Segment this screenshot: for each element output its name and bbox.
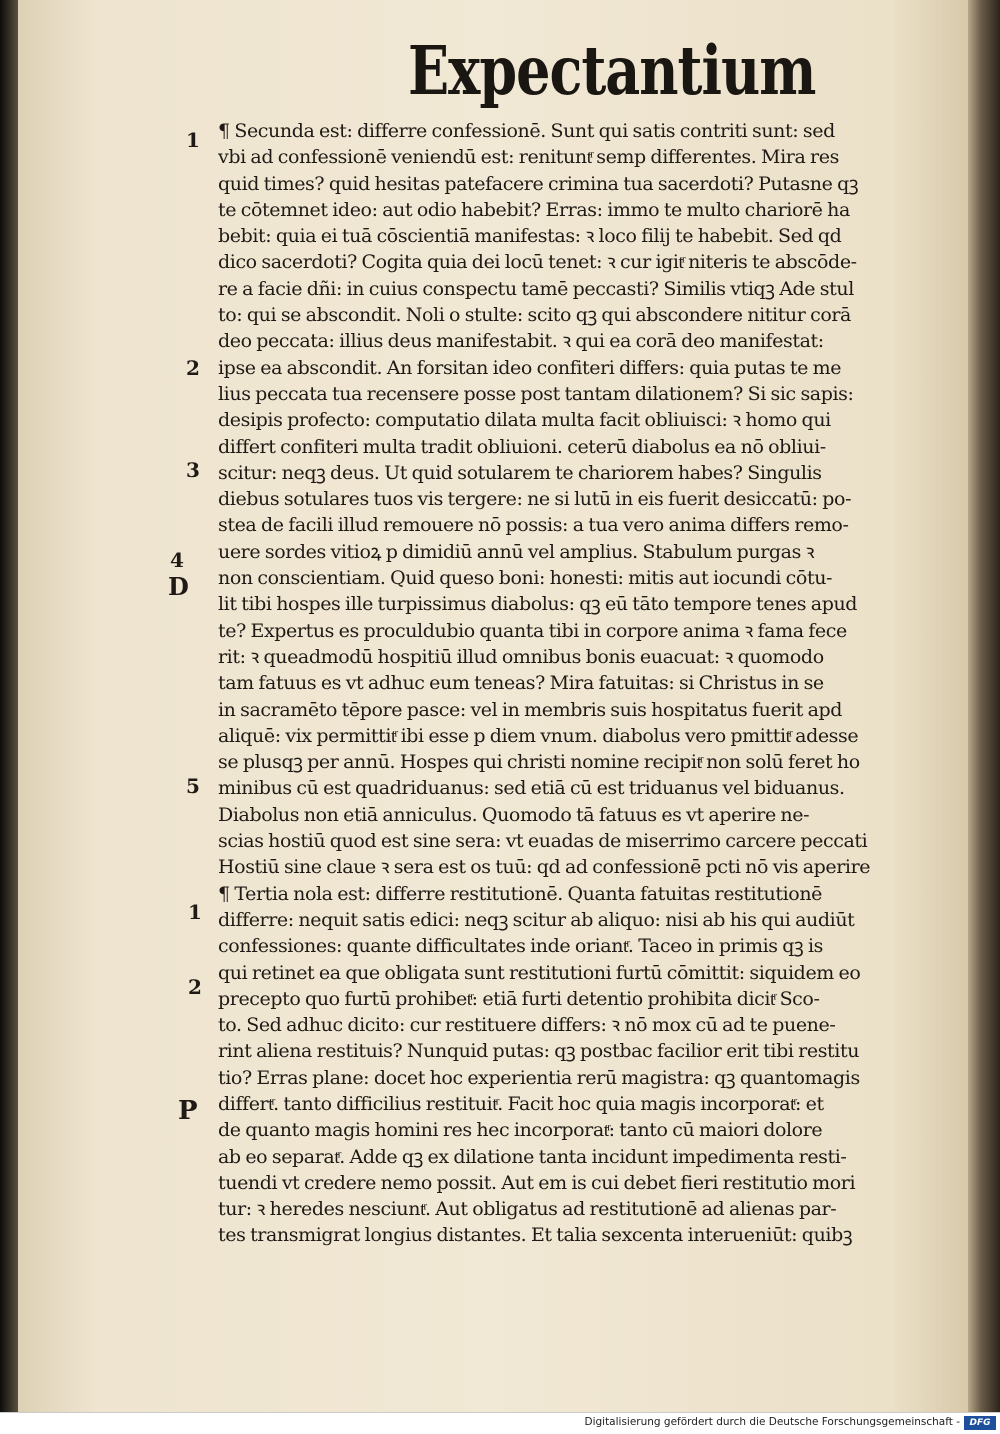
- text-line: lius peccata tua recensere posse post tantam dilationem? Si sic sapis:: [218, 382, 854, 405]
- margin-note-1: 1: [186, 128, 200, 152]
- text-line: se plusqꝫ per annū. Hospes qui christi nomine recipitͬ non solū feret ho: [218, 751, 860, 774]
- dfg-logo[interactable]: DFG: [964, 1416, 996, 1430]
- margin-note-2: 2: [186, 356, 200, 380]
- margin-note-d: D: [168, 572, 189, 601]
- text-line: stea de facili illud remouere nō possis: a tua vero anima differs remo-: [218, 514, 849, 537]
- text-line: quid times? quid hesitas patefacere crimina tua sacerdoti? Putasne qꝫ: [218, 172, 859, 195]
- text-line: uere sordes vitioꝝ p dimidiū annū vel amplius. Stabulum purgas ꝛ: [218, 540, 815, 563]
- book-page: [18, 0, 968, 1412]
- text-line: aliquē: vix permittitͬ ibi esse p diem vnum. diabolus vero pmittitͬ adesse: [218, 724, 859, 747]
- text-line: differt confiteri multa tradit obliuioni. ceterū diabolus ea nō obliui-: [218, 435, 826, 458]
- text-line: rit: ꝛ queadmodū hospitiū illud omnibus bonis euacuat: ꝛ quomodo: [218, 645, 824, 668]
- margin-note-4: 4: [170, 548, 184, 572]
- margin-note-7: 2: [188, 975, 202, 999]
- text-line: ab eo separatͬ. Adde qꝫ ex dilatione tanta incidunt impedimenta resti-: [218, 1145, 847, 1168]
- scan-right-edge: [968, 0, 1000, 1412]
- text-line: differtͬ. tanto difficilius restituitͬ. Facit hoc quia magis incorporatͬ: et: [218, 1092, 824, 1115]
- text-line: Diabolus non etiā anniculus. Quomodo tā fatuus es vt aperire ne-: [218, 803, 810, 826]
- body-text: [218, 118, 953, 1249]
- text-line: lit tibi hospes ille turpissimus diabolus: qꝫ eū tāto tempore tenes apud: [218, 593, 858, 616]
- page-title: Expectantium: [408, 30, 816, 110]
- text-line: qui retinet ea que obligata sunt restitutioni furtū cōmittit: siquidem eo: [218, 961, 861, 984]
- text-line: desipis profecto: computatio dilata multa facit obliuisci: ꝛ homo qui: [218, 409, 831, 432]
- text-line: differre: nequit satis edici: neqꝫ scitur ab aliquo: nisi ab his qui audiūt: [218, 908, 855, 931]
- text-line: precepto quo furtū prohibetͬ: etiā furti detentio prohibita dicitͬ Sco-: [218, 987, 820, 1010]
- text-line: minibus cū est quadriduanus: sed etiā cū est triduanus vel biduanus.: [218, 777, 845, 800]
- text-line: dico sacerdoti? Cogita quia dei locū tenet: ꝛ cur igitͬ niteris te abscōde-: [218, 251, 857, 274]
- text-line: in sacramēto tēpore pasce: vel in membris suis hospitatus fuerit apd: [218, 698, 843, 721]
- text-line: rint aliena restituis? Nunquid putas: qꝫ postbac facilior erit tibi restitu: [218, 1040, 860, 1063]
- text-line: to. Sed adhuc dicito: cur restituere differs: ꝛ nō mox cū ad te puene-: [218, 1014, 836, 1037]
- text-line: non conscientiam. Quid queso boni: honesti: mitis aut iocundi cōtu-: [218, 567, 833, 590]
- text-line: ¶ Tertia nola est: differre restitutionē. Quanta fatuitas restitutionē: [218, 882, 823, 905]
- text-line: diebus sotulares tuos vis tergere: ne si lutū in eis fuerit desiccatū: po-: [218, 488, 852, 511]
- text-line: scias hostiū quod est sine sera: vt euadas de miserrimo carcere peccati: [218, 830, 868, 853]
- text-line: scitur: neqꝫ deus. Ut quid sotularem te chariorem habes? Singulis: [218, 461, 822, 484]
- text-line: tam fatuus es vt adhuc eum teneas? Mira fatuitas: si Christus in se: [218, 672, 824, 695]
- text-line: te? Expertus es proculdubio quanta tibi in corpore anima ꝛ fama fece: [218, 619, 847, 642]
- text-line: tes transmigrat longius distantes. Et talia sexcenta interueniūt: quibꝫ: [218, 1224, 853, 1247]
- footer-bar: [0, 1412, 1000, 1434]
- text-line: to: qui se abscondit. Noli o stulte: scito qꝫ qui abscondere nititur corā: [218, 304, 851, 327]
- text-line: Hostiū sine claue ꝛ sera est os tuū: qd ad confessionē pcti nō vis aperire: [218, 856, 871, 879]
- text-line: te cōtemnet ideo: aut odio habebit? Erras: immo te multo chariorē ha: [218, 198, 850, 221]
- text-line: ¶ Secunda est: differre confessionē. Sunt qui satis contriti sunt: sed: [218, 120, 835, 142]
- funding-notice: Digitalisierung gefördert durch die Deutsche Forschungsgemeinschaft -: [584, 1416, 960, 1428]
- text-line: vbi ad confessionē veniendū est: renituntͬ semp differentes. Mira res: [218, 146, 839, 169]
- text-line: deo peccata: illius deus manifestabit. ꝛ qui ea corā deo manifestat:: [218, 330, 824, 353]
- text-line: confessiones: quante difficultates inde oriantͬ. Taceo in primis qꝫ is: [218, 935, 823, 958]
- text-line: bebit: quia ei tuā cōscientiā manifestas: ꝛ loco filij te habebit. Sed qd: [218, 225, 842, 248]
- margin-note-3: 3: [186, 458, 200, 482]
- text-line: ipse ea abscondit. An forsitan ideo confiteri differs: quia putas te me: [218, 356, 842, 379]
- text-line: de quanto magis homini res hec incorporatͬ: tanto cū maiori dolore: [218, 1119, 823, 1142]
- margin-note-5: 5: [186, 774, 200, 798]
- text-line: re a facie dñi: in cuius conspectu tamē peccasti? Similis vtiqꝫ Ade stul: [218, 277, 854, 300]
- text-line: tuendi vt credere nemo possit. Aut em is cui debet fieri restitutio mori: [218, 1171, 856, 1194]
- text-line: tur: ꝛ heredes nesciuntͬ. Aut obligatus ad restitutionē ad alienas par-: [218, 1198, 837, 1221]
- margin-note-6: 1: [188, 900, 202, 924]
- text-line: tio? Erras plane: docet hoc experientia rerū magistra: qꝫ quantomagis: [218, 1066, 860, 1089]
- margin-note-p: P: [178, 1096, 198, 1126]
- scan-left-edge: [0, 0, 18, 1412]
